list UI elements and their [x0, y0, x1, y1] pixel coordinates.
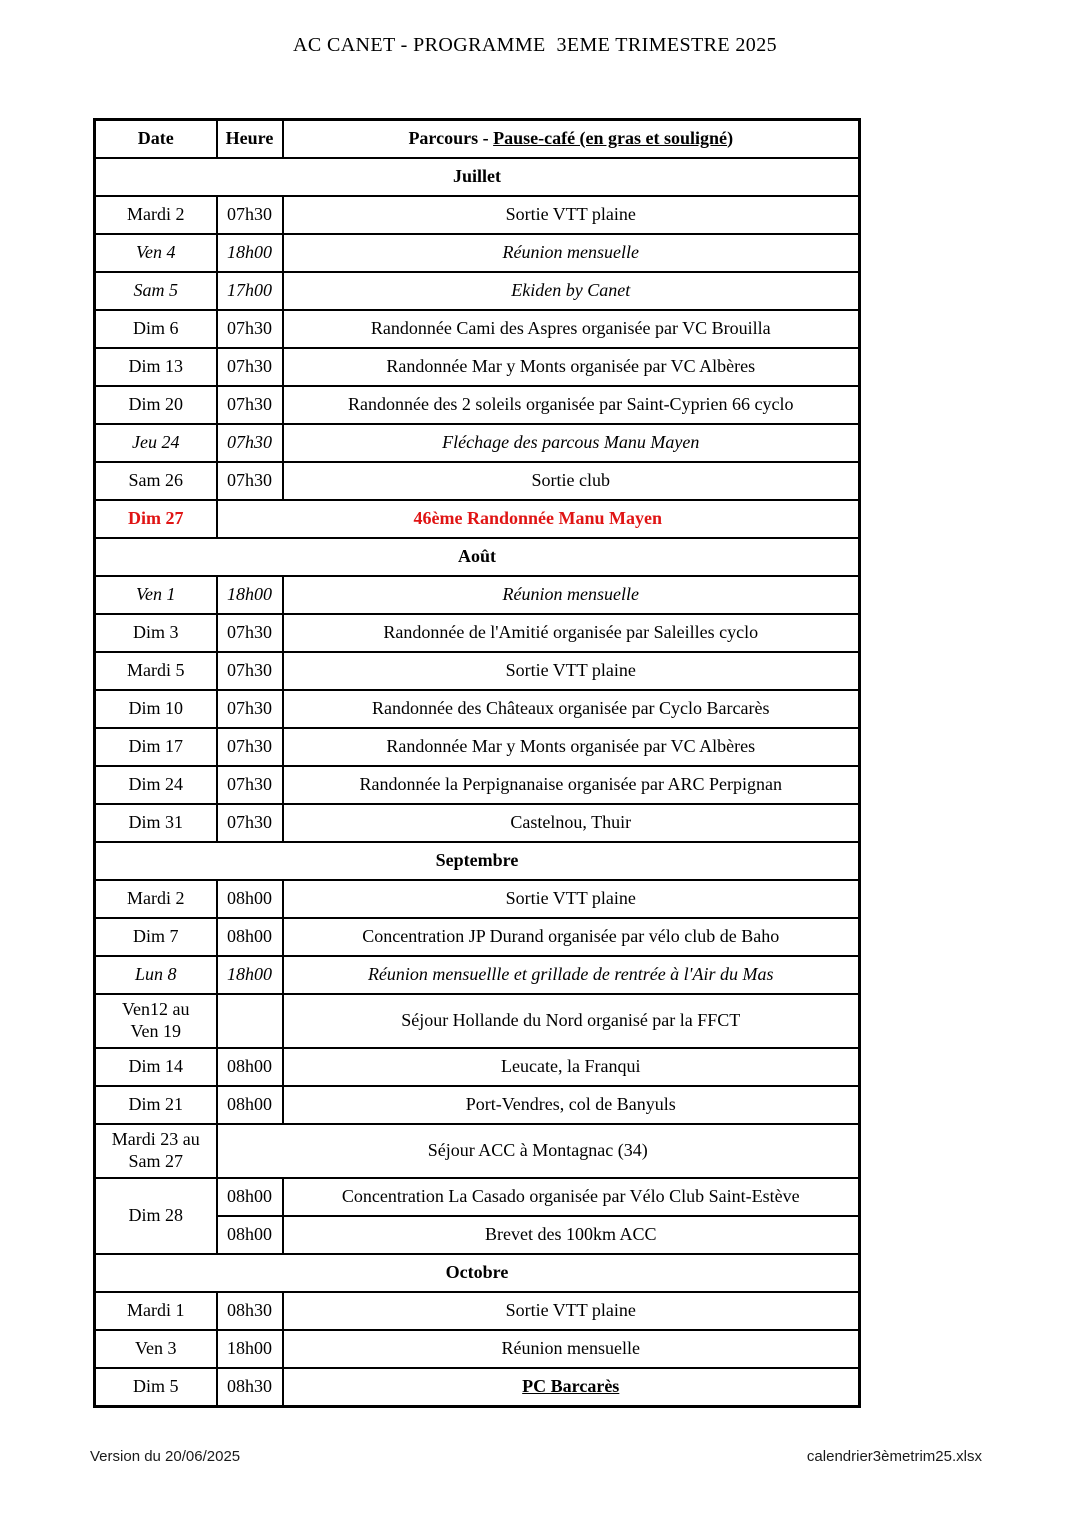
- date-cell: Dim 31: [95, 804, 217, 842]
- table-row: [95, 804, 860, 842]
- date-cell: Mardi 1: [95, 1292, 217, 1330]
- desc-cell: Randonnée la Perpignanaise organisée par ARC Perpignan: [283, 766, 860, 804]
- page-title: AC CANET - PROGRAMME 3EME TRIMESTRE 2025: [292, 34, 778, 56]
- time-cell: 07h30: [217, 462, 283, 500]
- month-header: Juillet: [95, 158, 860, 196]
- desc-cell: Randonnée Cami des Aspres organisée par VC Brouilla: [283, 310, 860, 348]
- date-cell: Dim 5: [95, 1368, 217, 1407]
- desc-cell: Concentration La Casado organisée par Vélo Club Saint-Estève: [283, 1178, 860, 1216]
- table-row: [95, 348, 860, 386]
- desc-cell: Ekiden by Canet: [283, 272, 860, 310]
- table-row: [95, 1124, 860, 1178]
- time-cell: 08h00: [217, 880, 283, 918]
- table-row: [95, 462, 860, 500]
- time-cell: 07h30: [217, 804, 283, 842]
- desc-cell: Sortie VTT plaine: [283, 652, 860, 690]
- time-cell: [217, 994, 283, 1048]
- date-cell: Ven 4: [95, 234, 217, 272]
- desc-cell: Brevet des 100km ACC: [283, 1216, 860, 1254]
- col-header-parcours: [283, 120, 860, 159]
- date-cell: Ven 1: [95, 576, 217, 614]
- parcours-label-prefix: Parcours -: [408, 128, 494, 149]
- desc-cell: Séjour ACC à Montagnac (34): [217, 1124, 860, 1178]
- footer-version: Version du 20/06/2025: [90, 1448, 241, 1465]
- date-cell: Dim 3: [95, 614, 217, 652]
- table-row: [95, 614, 860, 652]
- time-cell: 08h00: [217, 918, 283, 956]
- time-cell: 07h30: [217, 196, 283, 234]
- table-row: [95, 918, 860, 956]
- desc-cell: Randonnée des 2 soleils organisée par Saint-Cyprien 66 cyclo: [283, 386, 860, 424]
- time-cell: 07h30: [217, 386, 283, 424]
- table-row: [95, 234, 860, 272]
- time-cell: 17h00: [217, 272, 283, 310]
- month-header: Août: [95, 538, 860, 576]
- time-cell: 08h00: [217, 1086, 283, 1124]
- date-cell: Ven12 au Ven 19: [95, 994, 217, 1048]
- program-table: [93, 118, 861, 1408]
- desc-cell: Réunion mensuellle et grillade de rentrée à l'Air du Mas: [283, 956, 860, 994]
- time-cell: 07h30: [217, 310, 283, 348]
- program-table-body: [95, 120, 860, 1407]
- date-cell: Jeu 24: [95, 424, 217, 462]
- table-row: [95, 1330, 860, 1368]
- date-cell: Dim 28: [95, 1178, 217, 1254]
- month-row: [95, 842, 860, 880]
- time-cell: 07h30: [217, 728, 283, 766]
- parcours-label-emphasis: Pause-café (en gras et souligné: [493, 128, 728, 149]
- col-header-heure: Heure: [217, 120, 283, 159]
- table-row: [95, 1178, 860, 1216]
- desc-cell: Randonnée des Châteaux organisée par Cyclo Barcarès: [283, 690, 860, 728]
- desc-cell: Fléchage des parcous Manu Mayen: [283, 424, 860, 462]
- date-cell: Dim 20: [95, 386, 217, 424]
- time-cell: 18h00: [217, 1330, 283, 1368]
- desc-cell: Randonnée Mar y Monts organisée par VC Albères: [283, 348, 860, 386]
- table-row: [95, 196, 860, 234]
- date-cell: Dim 27: [95, 500, 217, 538]
- desc-emphasis: PC Barcarès: [522, 1376, 620, 1397]
- time-cell: 07h30: [217, 614, 283, 652]
- date-cell: Sam 5: [95, 272, 217, 310]
- table-row: [95, 994, 860, 1048]
- date-cell: Dim 21: [95, 1086, 217, 1124]
- desc-cell: Séjour Hollande du Nord organisé par la FFCT: [283, 994, 860, 1048]
- date-cell: Sam 26: [95, 462, 217, 500]
- desc-cell: Sortie VTT plaine: [283, 880, 860, 918]
- time-cell: 07h30: [217, 348, 283, 386]
- desc-cell: Castelnou, Thuir: [283, 804, 860, 842]
- date-cell: Dim 13: [95, 348, 217, 386]
- desc-cell: Concentration JP Durand organisée par vélo club de Baho: [283, 918, 860, 956]
- footer-filename: calendrier3èmetrim25.xlsx: [806, 1448, 982, 1465]
- time-cell: 08h00: [217, 1178, 283, 1216]
- table-row: [95, 766, 860, 804]
- time-cell: 07h30: [217, 652, 283, 690]
- time-cell: 08h00: [217, 1048, 283, 1086]
- table-row: [95, 424, 860, 462]
- date-cell: Mardi 2: [95, 880, 217, 918]
- desc-cell: Réunion mensuelle: [283, 1330, 860, 1368]
- date-cell: Ven 3: [95, 1330, 217, 1368]
- month-row: [95, 1254, 860, 1292]
- table-row: [95, 1368, 860, 1407]
- col-header-date: Date: [95, 120, 217, 159]
- table-row: [95, 880, 860, 918]
- table-row: [95, 272, 860, 310]
- table-row: [95, 652, 860, 690]
- date-cell: Mardi 5: [95, 652, 217, 690]
- table-row: [95, 956, 860, 994]
- time-cell: 08h00: [217, 1216, 283, 1254]
- time-cell: 18h00: [217, 576, 283, 614]
- table-row: [95, 1086, 860, 1124]
- table-row: [95, 1048, 860, 1086]
- date-cell: Dim 14: [95, 1048, 217, 1086]
- time-cell: 18h00: [217, 956, 283, 994]
- table-row: [95, 728, 860, 766]
- date-cell: Dim 7: [95, 918, 217, 956]
- desc-cell: Leucate, la Franqui: [283, 1048, 860, 1086]
- time-cell: 07h30: [217, 690, 283, 728]
- date-cell: Mardi 2: [95, 196, 217, 234]
- table-row: [95, 500, 860, 538]
- date-cell: Dim 6: [95, 310, 217, 348]
- desc-cell: 46ème Randonnée Manu Mayen: [217, 500, 860, 538]
- header-row: [95, 120, 860, 159]
- time-cell: 18h00: [217, 234, 283, 272]
- desc-cell: Réunion mensuelle: [283, 234, 860, 272]
- date-cell: Dim 10: [95, 690, 217, 728]
- date-cell: Mardi 23 au Sam 27: [95, 1124, 217, 1178]
- time-cell: 08h30: [217, 1368, 283, 1407]
- month-header: Octobre: [95, 1254, 860, 1292]
- desc-cell: [283, 1368, 860, 1407]
- month-row: [95, 158, 860, 196]
- time-cell: 07h30: [217, 766, 283, 804]
- desc-cell: Sortie VTT plaine: [283, 1292, 860, 1330]
- month-header: Septembre: [95, 842, 860, 880]
- desc-cell: Randonnée Mar y Monts organisée par VC Albères: [283, 728, 860, 766]
- desc-cell: Réunion mensuelle: [283, 576, 860, 614]
- date-cell: Lun 8: [95, 956, 217, 994]
- table-row: [95, 576, 860, 614]
- date-cell: Dim 24: [95, 766, 217, 804]
- desc-cell: Sortie VTT plaine: [283, 196, 860, 234]
- date-cell: Dim 17: [95, 728, 217, 766]
- table-row: [95, 690, 860, 728]
- time-cell: 08h30: [217, 1292, 283, 1330]
- table-row: [95, 310, 860, 348]
- desc-cell: Randonnée de l'Amitié organisée par Saleilles cyclo: [283, 614, 860, 652]
- desc-cell: Sortie club: [283, 462, 860, 500]
- time-cell: 07h30: [217, 424, 283, 462]
- month-row: [95, 538, 860, 576]
- desc-cell: Port-Vendres, col de Banyuls: [283, 1086, 860, 1124]
- table-row: [95, 386, 860, 424]
- parcours-label-suffix: ): [727, 128, 734, 149]
- table-row: [95, 1292, 860, 1330]
